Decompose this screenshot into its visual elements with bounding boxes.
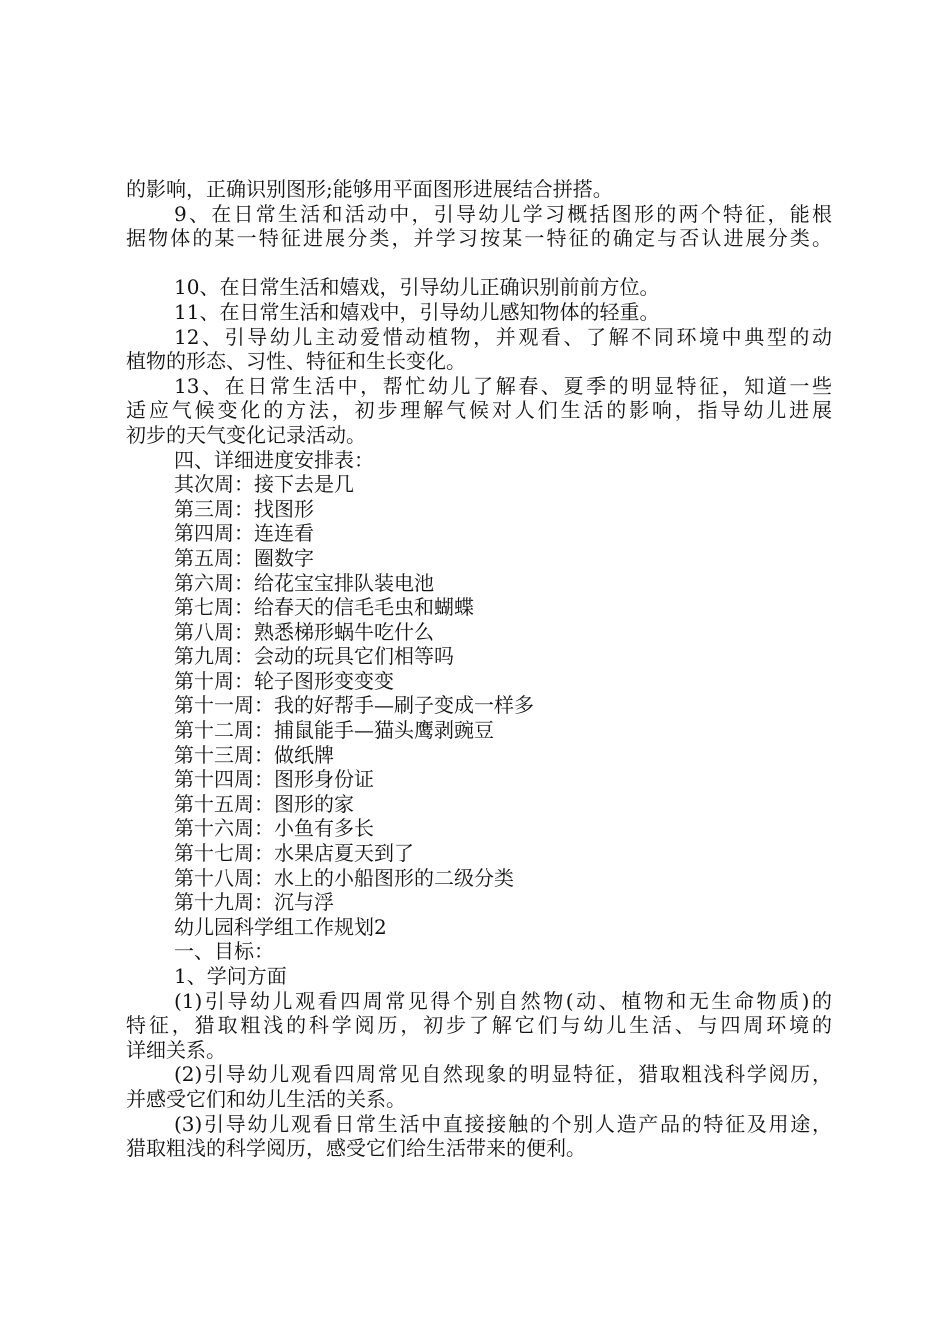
text-line: 第十九周：沉与浮	[174, 890, 334, 915]
text-line: 特征，猎取粗浅的科学阅历，初步了解它们与幼儿生活、与四周环境的	[126, 1013, 832, 1038]
text-line: 第十六周：小鱼有多长	[174, 816, 374, 841]
text-line: 13、在日常生活中，帮忙幼儿了解春、夏季的明显特征，知道一些	[174, 373, 832, 398]
text-line: 第十八周：水上的小船图形的二级分类	[174, 865, 514, 890]
text-line: 12、引导幼儿主动爱惜动植物，并观看、了解不同环境中典型的动	[174, 324, 832, 349]
text-line: 第十周：轮子图形变变变	[174, 668, 394, 693]
text-line: 详细关系。	[126, 1037, 226, 1062]
text-line: 第十三周：做纸牌	[174, 742, 334, 767]
text-line: 第三周：找图形	[174, 496, 314, 521]
text-line: 一、目标：	[174, 939, 274, 964]
text-line: 10、在日常生活和嬉戏，引导幼儿正确识别前前方位。	[174, 275, 660, 300]
text-line: (1)引导幼儿观看四周常见得个别自然物(动、植物和无生命物质)的	[174, 988, 832, 1013]
text-line: 适应气候变化的方法，初步理解气候对人们生活的影响，指导幼儿进展	[126, 398, 832, 423]
text-line: 第八周：熟悉梯形蜗牛吃什么	[174, 619, 434, 644]
text-line: 第十二周：捕鼠能手—猫头鹰剥豌豆	[174, 718, 494, 743]
text-line: 第四周：连连看	[174, 521, 314, 546]
text-line: 第九周：会动的玩具它们相等吗	[174, 644, 454, 669]
text-line: 9、在日常生活和活动中，引导幼儿学习概括图形的两个特征，能根	[174, 201, 832, 226]
text-line: 据物体的某一特征进展分类，并学习按某一特征的确定与否认进展分类。	[126, 226, 832, 251]
text-line: 并感受它们和幼儿生活的关系。	[126, 1086, 406, 1111]
text-line: 植物的形态、习性、特征和生长变化。	[126, 349, 466, 374]
text-line: (3)引导幼儿观看日常生活中直接接触的个别人造产品的特征及用途，	[174, 1111, 832, 1136]
text-line: 第五周：圈数字	[174, 545, 314, 570]
text-line: 猎取粗浅的科学阅历，感受它们给生活带来的便利。	[126, 1136, 586, 1161]
document-body	[126, 177, 832, 1161]
text-line: 11、在日常生活和嬉戏中，引导幼儿感知物体的轻重。	[174, 299, 660, 324]
text-line: 第六周：给花宝宝排队装电池	[174, 570, 434, 595]
text-line: 1、学问方面	[174, 964, 287, 988]
text-line: 幼儿园科学组工作规划2	[174, 914, 387, 939]
blank-line	[126, 251, 832, 276]
text-line: 第十五周：图形的家	[174, 791, 354, 816]
text-line: 的影响，正确识别图形;能够用平面图形进展结合拼搭。	[126, 177, 613, 201]
text-line: 初步的天气变化记录活动。	[126, 422, 366, 447]
text-line: (2)引导幼儿观看四周常见自然现象的明显特征，猎取粗浅科学阅历，	[174, 1062, 832, 1087]
text-line: 第十七周：水果店夏天到了	[174, 841, 414, 866]
text-line: 第十一周：我的好帮手—刷子变成一样多	[174, 693, 534, 718]
text-line: 第十四周：图形身份证	[174, 767, 374, 792]
text-line: 四、详细进度安排表：	[174, 447, 374, 472]
text-line: 第七周：给春天的信毛毛虫和蝴蝶	[174, 595, 474, 620]
text-line: 其次周：接下去是几	[174, 472, 354, 497]
